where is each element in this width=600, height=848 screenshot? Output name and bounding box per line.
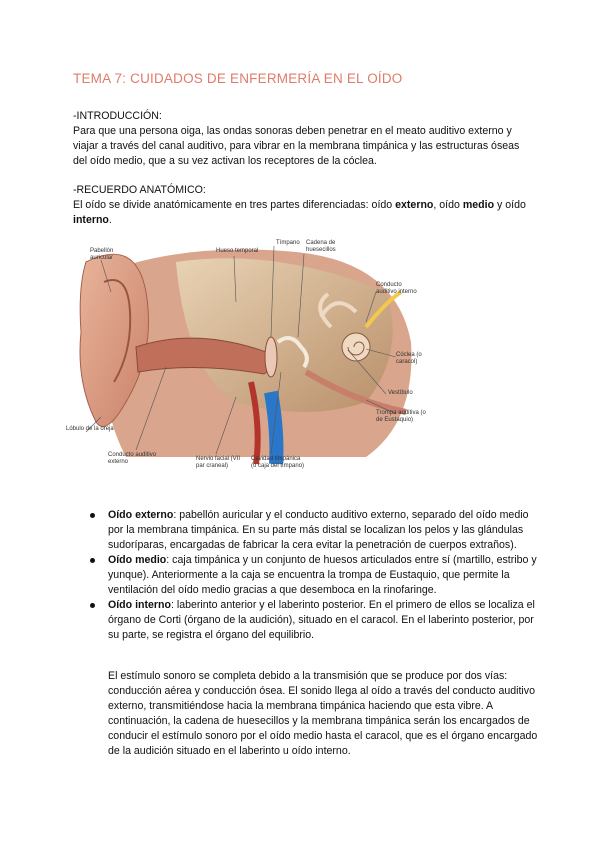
label-lobulo: Lóbulo de la oreja	[66, 426, 114, 432]
label-conducto-externo: Conducto auditivo externo	[108, 452, 157, 465]
bold-medio: medio	[462, 199, 495, 211]
list-item: Oído externo: pabellón auricular y el conducto auditivo externo, separado del oído medio por la membrana timpánica. En su parte más distal se localizan los pelos y las glándulas sudoríparas, encargadas de fabricar la cera evitar la penetración de cuerpos extraños).	[90, 508, 540, 553]
bullet-dot	[90, 558, 95, 563]
ear-illustration	[66, 232, 426, 472]
bullet-dot	[90, 603, 95, 608]
anatomy-paragraph: El oído se divide anatómicamente en tres partes diferenciadas: oído externo, oído medio y oído interno.	[73, 199, 526, 226]
page-title: TEMA 7: CUIDADOS DE ENFERMERÍA EN EL OÍDO	[73, 71, 403, 86]
anatomy-heading: -RECUERDO ANATÓMICO:	[73, 184, 206, 196]
label-cavidad: Cavidad timpánica (o caja del tímpano)	[251, 456, 305, 469]
bold-interno: interno	[73, 214, 109, 226]
label-trompa: Trompa auditiva (o de Eustaquio)	[376, 410, 426, 423]
bullet-dot	[90, 513, 95, 518]
label-pabellon: Pabellón auricular	[90, 248, 114, 261]
label-hueso-temporal: Hueso temporal	[216, 248, 259, 254]
list-item: Oído medio: caja timpánica y un conjunto de huesos articulados entre sí (martillo, estribo y yunque). Anteriormente a la caja se encuentra la trompa de Eustaquio, que permite la ventilación del oído medio gracias a que desemboca en la rinofaringe.	[90, 553, 540, 598]
bold-externo: externo	[395, 199, 434, 211]
label-conducto-interno: Conducto auditivo interno	[376, 282, 417, 295]
intro-heading: -INTRODUCCIÓN:	[73, 110, 162, 122]
intro-paragraph: Para que una persona oiga, las ondas sonoras deben penetrar en el meato auditivo externo y viajar a través del canal auditivo, para vibrar en la membrana timpánica y las estructuras óseas del oído medio, que a su vez activan los receptores de la cóclea.	[73, 125, 520, 167]
ear-parts-list	[90, 508, 540, 643]
label-cadena: Cadena de huesecillos	[306, 240, 336, 253]
label-vestibulo: Vestíbulo	[388, 390, 413, 396]
list-item: Oído interno: laberinto anterior y el laberinto posterior. En el primero de ellos se localiza el órgano de Corti (órgano de la audición), situado en el caracol. En el laberinto posterior, por su parte, se registra el órgano del equilibrio.	[90, 598, 540, 643]
label-coclea: Cóclea (o caracol)	[396, 352, 422, 365]
closing-paragraph: El estímulo sonoro se completa debido a la transmisión que se produce por dos vías: conducción aérea y conducción ósea. El sonido llega al oído a través del conducto auditivo externo, transmitiéndose hacia la membrana timpánica haciendo que esta vibre. A continuación, la cadena de huesecillos y la membrana timpánica serán los encargados de conducir el estímulo sonoro por el oído medio hasta el caracol, que es el órgano encargado de la audición situado en el laberinto u oído interno.	[108, 670, 538, 757]
ear-anatomy-figure	[66, 232, 426, 472]
label-nervio: Nervio facial (VII par craneal)	[196, 456, 241, 469]
label-timpano: Tímpano	[276, 240, 300, 246]
